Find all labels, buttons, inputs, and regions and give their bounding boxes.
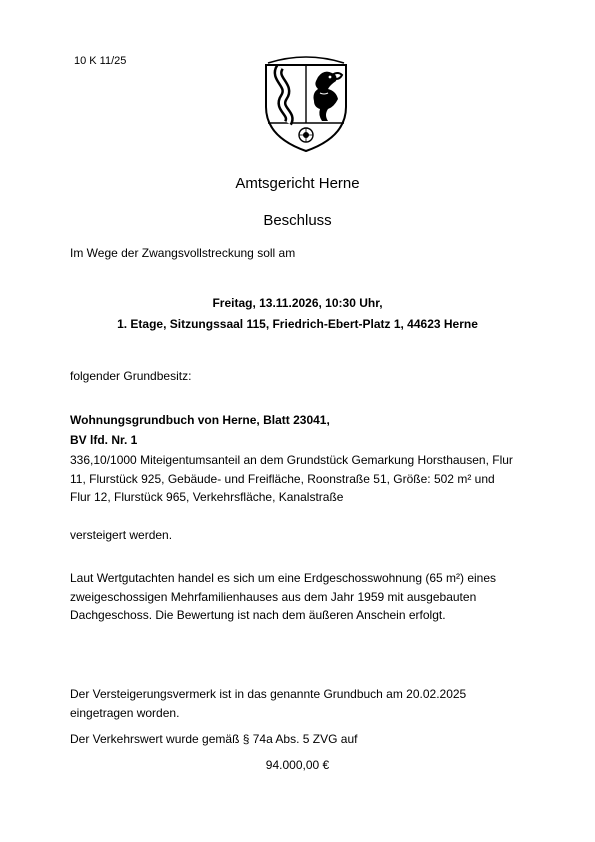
property-description-line: 336,10/1000 Miteigentumsanteil an dem Grundstück Gemarkung Horsthausen, Flur	[70, 453, 513, 467]
appraisal-line: Laut Wertgutachten handel es sich um eine Erdgeschosswohnung (65 m²) eines	[70, 571, 497, 585]
court-name: Amtsgericht Herne	[235, 175, 360, 192]
auction-location: 1. Etage, Sitzungssaal 115, Friedrich-Ebert-Platz 1, 44623 Herne	[117, 317, 478, 331]
appraisal-line: Dachgeschoss. Die Bewertung ist nach dem äußeren Anschein erfolgt.	[70, 608, 446, 622]
property-description-line: 11, Flurstück 925, Gebäude- und Freifläche, Roonstraße 51, Größe: 502 m² und	[70, 471, 495, 486]
document-title: Beschluss	[263, 212, 332, 229]
auction-statement: versteigert werden.	[70, 528, 173, 542]
registration-paragraph	[70, 685, 466, 723]
market-value-intro: Der Verkehrswert wurde gemäß § 74a Abs. 5 ZVG auf	[70, 732, 358, 746]
property-description	[70, 451, 513, 507]
property-description-line: Flur 12, Flurstück 965, Verkehrsfläche, Kanalstraße	[70, 490, 344, 504]
file-number: 10 K 11/25	[74, 55, 127, 67]
registration-line: eingetragen worden.	[70, 706, 180, 720]
appraisal-line: zweigeschossigen Mehrfamilienhauses aus dem Jahr 1959 mit ausgebauten	[70, 589, 477, 604]
property-subheading: BV lfd. Nr. 1	[70, 433, 138, 447]
property-heading: Wohnungsgrundbuch von Herne, Blatt 23041,	[70, 413, 330, 427]
registration-line: Der Versteigerungsvermerk ist in das genannte Grundbuch am 20.02.2025	[70, 687, 467, 701]
auction-date: Freitag, 13.11.2026, 10:30 Uhr,	[212, 296, 383, 310]
market-value: 94.000,00 €	[265, 758, 330, 772]
property-intro: folgender Grundbesitz:	[70, 369, 192, 383]
appraisal-paragraph	[70, 569, 496, 625]
intro-text: Im Wege der Zwangsvollstreckung soll am	[70, 246, 296, 260]
nrw-coat-of-arms-icon	[258, 45, 354, 155]
